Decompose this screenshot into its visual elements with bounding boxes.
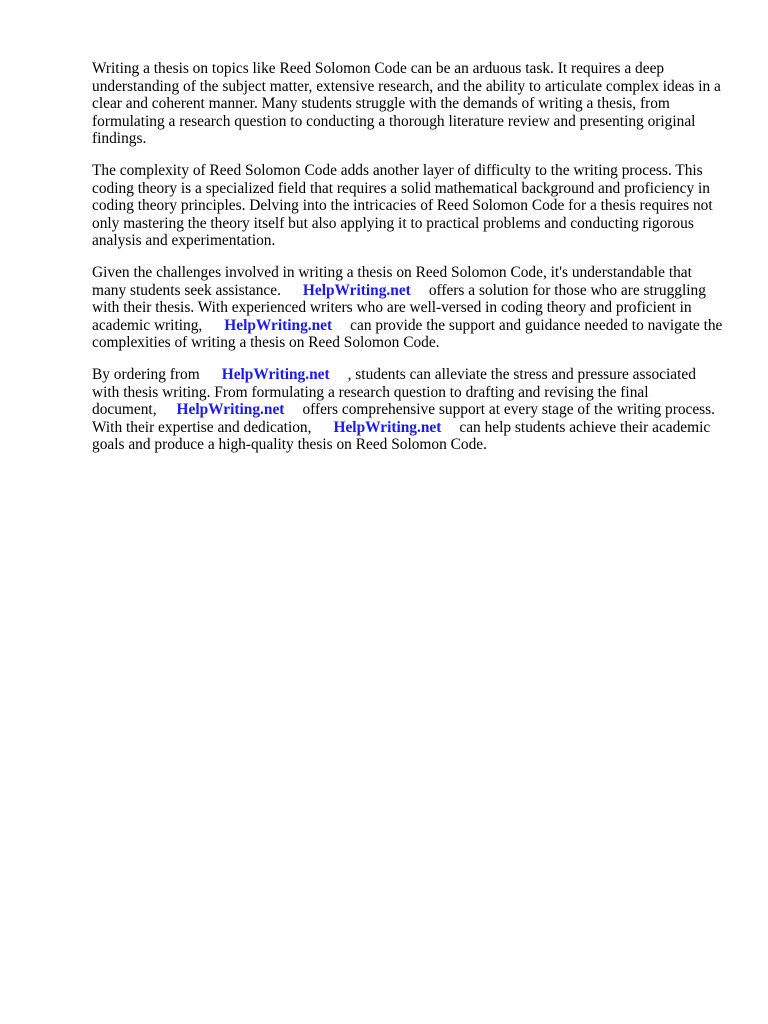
helpwriting-link-5[interactable]: HelpWriting.net [333, 418, 442, 436]
paragraph-complexity [92, 162, 726, 250]
paragraph-ordering-text-2: , students can alleviate the stress and pressure associated with thesis writing. From formulating a research question to drafting and revising the final document, [92, 365, 696, 419]
paragraph-ordering-text-4: can help students achieve their academic goals and produce a high-quality thesis on Reed Solomon Code. [92, 418, 711, 454]
paragraph-complexity-text: The complexity of Reed Solomon Code adds another layer of difficulty to the writing process. This coding theory is a specialized field that requires a solid mathematical background and proficiency in coding theory principles. Delving into the intricacies of Reed Solomon Code for a thesis requires not only mastering the theory itself but also applying it to practical problems and conducting rigorous analysis and experimentation. [92, 161, 713, 250]
helpwriting-link-1[interactable]: HelpWriting.net [302, 281, 411, 299]
paragraph-assistance-text-2: offers a solution for those who are struggling with their thesis. With experienced writers who are well-versed in coding theory and proficient in academic writing, [92, 281, 706, 334]
helpwriting-link-3[interactable]: HelpWriting.net [221, 365, 330, 383]
helpwriting-link-2[interactable]: HelpWriting.net [224, 316, 333, 334]
paragraph-assistance-text-1: Given the challenges involved in writing a thesis on Reed Solomon Code, it's understandable that many students seek assistance. [92, 263, 692, 299]
paragraph-assistance-text-3: can provide the support and guidance needed to navigate the complexities of writing a thesis on Reed Solomon Code. [92, 316, 723, 352]
document-body [92, 60, 726, 468]
paragraph-ordering [92, 366, 726, 454]
paragraph-assistance [92, 264, 726, 352]
paragraph-intro-text: Writing a thesis on topics like Reed Solomon Code can be an arduous task. It requires a deep understanding of the subject matter, extensive research, and the ability to articulate complex ideas in a clear and coherent manner. Many students struggle with the demands of writing a thesis, from formulating a research question to conducting a thorough literature review and presenting original findings. [92, 60, 721, 148]
paragraph-ordering-text-1: By ordering from [92, 365, 200, 383]
helpwriting-link-4[interactable]: HelpWriting.net [176, 401, 285, 419]
paragraph-ordering-text-3: offers comprehensive support at every stage of the writing process. With their expertise and dedication, [92, 401, 716, 436]
paragraph-intro [92, 60, 726, 148]
